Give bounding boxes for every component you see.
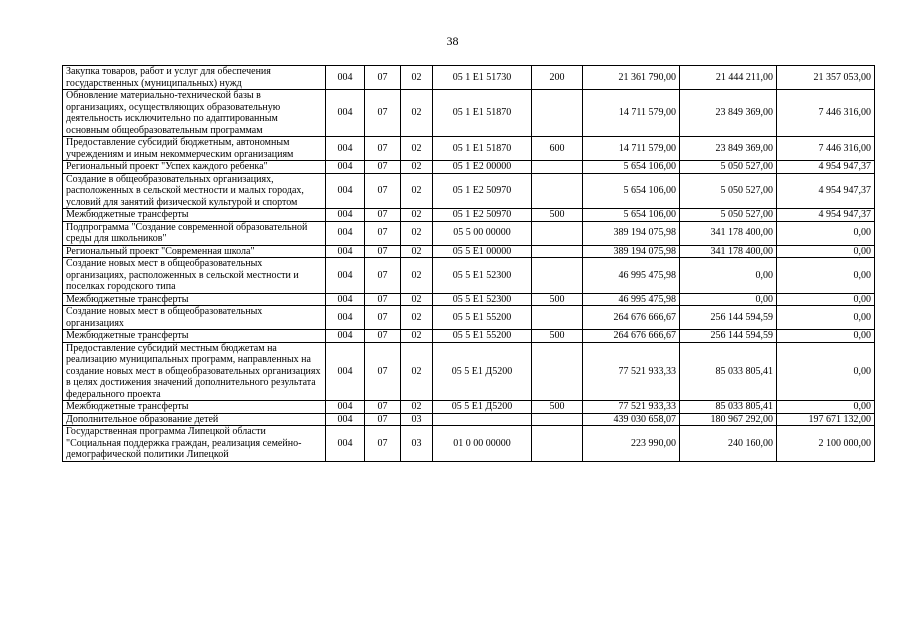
cell-target-article: 05 5 E1 55200 bbox=[433, 330, 532, 343]
page-number: 38 bbox=[446, 34, 459, 48]
table-row bbox=[63, 221, 875, 245]
cell-amount-year1: 46 995 475,98 bbox=[583, 293, 680, 306]
cell-section-code: 07 bbox=[365, 161, 401, 174]
cell-target-article: 05 5 E1 55200 bbox=[433, 306, 532, 330]
cell-expense-type bbox=[532, 258, 583, 294]
cell-amount-year3: 0,00 bbox=[777, 221, 875, 245]
cell-target-article: 05 5 E1 Д5200 bbox=[433, 342, 532, 401]
table-row bbox=[63, 245, 875, 258]
cell-target-article: 05 1 E1 51730 bbox=[433, 66, 532, 90]
cell-target-article: 05 1 E1 51870 bbox=[433, 137, 532, 161]
cell-expense-type: 500 bbox=[532, 209, 583, 222]
table-row bbox=[63, 258, 875, 294]
cell-amount-year3: 0,00 bbox=[777, 401, 875, 414]
cell-department-code: 004 bbox=[326, 258, 365, 294]
cell-amount-year1: 46 995 475,98 bbox=[583, 258, 680, 294]
cell-amount-year2: 85 033 805,41 bbox=[680, 401, 777, 414]
table-row bbox=[63, 413, 875, 426]
cell-section-code: 07 bbox=[365, 221, 401, 245]
cell-section-code: 07 bbox=[365, 426, 401, 462]
cell-amount-year1: 14 711 579,00 bbox=[583, 137, 680, 161]
cell-amount-year2: 256 144 594,59 bbox=[680, 306, 777, 330]
cell-amount-year2: 23 849 369,00 bbox=[680, 137, 777, 161]
cell-amount-year3: 0,00 bbox=[777, 342, 875, 401]
table-row bbox=[63, 293, 875, 306]
cell-amount-year2: 341 178 400,00 bbox=[680, 221, 777, 245]
cell-amount-year2: 85 033 805,41 bbox=[680, 342, 777, 401]
table-row bbox=[63, 66, 875, 90]
cell-subsection-code: 02 bbox=[401, 161, 433, 174]
cell-subsection-code: 02 bbox=[401, 306, 433, 330]
cell-name: Межбюджетные трансферты bbox=[63, 293, 326, 306]
cell-amount-year2: 240 160,00 bbox=[680, 426, 777, 462]
cell-section-code: 07 bbox=[365, 330, 401, 343]
cell-section-code: 07 bbox=[365, 413, 401, 426]
cell-amount-year3: 21 357 053,00 bbox=[777, 66, 875, 90]
cell-subsection-code: 02 bbox=[401, 330, 433, 343]
cell-amount-year3: 197 671 132,00 bbox=[777, 413, 875, 426]
cell-department-code: 004 bbox=[326, 293, 365, 306]
cell-amount-year2: 5 050 527,00 bbox=[680, 209, 777, 222]
cell-department-code: 004 bbox=[326, 330, 365, 343]
cell-subsection-code: 02 bbox=[401, 221, 433, 245]
cell-expense-type bbox=[532, 306, 583, 330]
cell-amount-year1: 5 654 106,00 bbox=[583, 173, 680, 209]
cell-amount-year2: 21 444 211,00 bbox=[680, 66, 777, 90]
cell-name: Подпрограмма "Создание современной образовательной среды для школьников" bbox=[63, 221, 326, 245]
cell-name: Создание в общеобразовательных организациях, расположенных в сельской местности и малых городах, условий для занятий физической культурой и спортом bbox=[63, 173, 326, 209]
cell-amount-year1: 14 711 579,00 bbox=[583, 90, 680, 137]
cell-name: Межбюджетные трансферты bbox=[63, 209, 326, 222]
table-row bbox=[63, 306, 875, 330]
cell-subsection-code: 02 bbox=[401, 258, 433, 294]
cell-amount-year1: 77 521 933,33 bbox=[583, 342, 680, 401]
cell-section-code: 07 bbox=[365, 293, 401, 306]
cell-amount-year2: 0,00 bbox=[680, 293, 777, 306]
cell-expense-type bbox=[532, 173, 583, 209]
cell-amount-year1: 21 361 790,00 bbox=[583, 66, 680, 90]
cell-amount-year2: 256 144 594,59 bbox=[680, 330, 777, 343]
cell-expense-type: 500 bbox=[532, 330, 583, 343]
cell-target-article: 05 1 E2 50970 bbox=[433, 173, 532, 209]
table-row bbox=[63, 209, 875, 222]
cell-amount-year2: 0,00 bbox=[680, 258, 777, 294]
budget-table bbox=[62, 65, 875, 462]
cell-section-code: 07 bbox=[365, 306, 401, 330]
cell-name: Создание новых мест в общеобразовательных организациях, расположенных в сельской местности и поселках городского типа bbox=[63, 258, 326, 294]
cell-department-code: 004 bbox=[326, 137, 365, 161]
cell-subsection-code: 02 bbox=[401, 66, 433, 90]
cell-amount-year3: 2 100 000,00 bbox=[777, 426, 875, 462]
table-row bbox=[63, 330, 875, 343]
cell-section-code: 07 bbox=[365, 90, 401, 137]
cell-target-article: 05 5 E1 00000 bbox=[433, 245, 532, 258]
cell-amount-year1: 223 990,00 bbox=[583, 426, 680, 462]
cell-name: Закупка товаров, работ и услуг для обеспечения государственных (муниципальных) нужд bbox=[63, 66, 326, 90]
cell-department-code: 004 bbox=[326, 245, 365, 258]
cell-subsection-code: 02 bbox=[401, 137, 433, 161]
cell-subsection-code: 02 bbox=[401, 401, 433, 414]
cell-expense-type: 600 bbox=[532, 137, 583, 161]
cell-amount-year3: 4 954 947,37 bbox=[777, 209, 875, 222]
cell-expense-type bbox=[532, 426, 583, 462]
cell-amount-year1: 439 030 658,07 bbox=[583, 413, 680, 426]
cell-expense-type bbox=[532, 245, 583, 258]
cell-amount-year2: 5 050 527,00 bbox=[680, 161, 777, 174]
cell-amount-year1: 389 194 075,98 bbox=[583, 221, 680, 245]
cell-department-code: 004 bbox=[326, 209, 365, 222]
cell-amount-year3: 4 954 947,37 bbox=[777, 173, 875, 209]
cell-amount-year1: 389 194 075,98 bbox=[583, 245, 680, 258]
table-row bbox=[63, 90, 875, 137]
cell-department-code: 004 bbox=[326, 221, 365, 245]
cell-target-article: 05 5 E1 Д5200 bbox=[433, 401, 532, 414]
cell-amount-year1: 5 654 106,00 bbox=[583, 209, 680, 222]
cell-amount-year3: 7 446 316,00 bbox=[777, 90, 875, 137]
cell-amount-year3: 0,00 bbox=[777, 306, 875, 330]
cell-subsection-code: 02 bbox=[401, 209, 433, 222]
cell-target-article: 05 5 E1 52300 bbox=[433, 258, 532, 294]
cell-department-code: 004 bbox=[326, 66, 365, 90]
cell-name: Предоставление субсидий местным бюджетам на реализацию муниципальных программ, направленных на создание новых мест в общеобразовательных организациях в целях достижения значений дополнительного результата федерального проекта bbox=[63, 342, 326, 401]
table-row bbox=[63, 342, 875, 401]
cell-section-code: 07 bbox=[365, 342, 401, 401]
table-row bbox=[63, 137, 875, 161]
table-body bbox=[63, 66, 875, 462]
cell-target-article bbox=[433, 413, 532, 426]
cell-section-code: 07 bbox=[365, 401, 401, 414]
cell-target-article: 01 0 00 00000 bbox=[433, 426, 532, 462]
cell-subsection-code: 02 bbox=[401, 90, 433, 137]
cell-amount-year3: 0,00 bbox=[777, 245, 875, 258]
cell-department-code: 004 bbox=[326, 413, 365, 426]
cell-target-article: 05 5 E1 52300 bbox=[433, 293, 532, 306]
cell-section-code: 07 bbox=[365, 209, 401, 222]
cell-amount-year2: 180 967 292,00 bbox=[680, 413, 777, 426]
table-row bbox=[63, 426, 875, 462]
cell-name: Предоставление субсидий бюджетным, автономным учреждениям и иным некоммерческим организациям bbox=[63, 137, 326, 161]
cell-department-code: 004 bbox=[326, 426, 365, 462]
cell-target-article: 05 1 E1 51870 bbox=[433, 90, 532, 137]
cell-name: Обновление материально-технической базы в организациях, осуществляющих образовательную деятельность исключительно по адаптированным основным общеобразовательным программам bbox=[63, 90, 326, 137]
cell-subsection-code: 02 bbox=[401, 173, 433, 209]
cell-subsection-code: 03 bbox=[401, 413, 433, 426]
cell-expense-type: 500 bbox=[532, 293, 583, 306]
cell-department-code: 004 bbox=[326, 173, 365, 209]
cell-name: Государственная программа Липецкой области "Социальная поддержка граждан, реализация семейно-демографической политики Липецкой bbox=[63, 426, 326, 462]
cell-amount-year2: 341 178 400,00 bbox=[680, 245, 777, 258]
cell-amount-year3: 0,00 bbox=[777, 330, 875, 343]
cell-amount-year2: 23 849 369,00 bbox=[680, 90, 777, 137]
cell-name: Межбюджетные трансферты bbox=[63, 330, 326, 343]
cell-subsection-code: 02 bbox=[401, 342, 433, 401]
table-row bbox=[63, 173, 875, 209]
table-row bbox=[63, 161, 875, 174]
cell-target-article: 05 1 E2 50970 bbox=[433, 209, 532, 222]
cell-expense-type bbox=[532, 342, 583, 401]
cell-expense-type bbox=[532, 221, 583, 245]
cell-amount-year2: 5 050 527,00 bbox=[680, 173, 777, 209]
cell-name: Региональный проект "Успех каждого ребенка" bbox=[63, 161, 326, 174]
cell-amount-year1: 264 676 666,67 bbox=[583, 330, 680, 343]
cell-name: Региональный проект "Современная школа" bbox=[63, 245, 326, 258]
cell-amount-year3: 0,00 bbox=[777, 293, 875, 306]
cell-amount-year3: 4 954 947,37 bbox=[777, 161, 875, 174]
cell-name: Создание новых мест в общеобразовательных организациях bbox=[63, 306, 326, 330]
table-row bbox=[63, 401, 875, 414]
cell-target-article: 05 1 E2 00000 bbox=[433, 161, 532, 174]
cell-expense-type: 200 bbox=[532, 66, 583, 90]
cell-amount-year3: 0,00 bbox=[777, 258, 875, 294]
cell-department-code: 004 bbox=[326, 342, 365, 401]
cell-department-code: 004 bbox=[326, 161, 365, 174]
cell-section-code: 07 bbox=[365, 137, 401, 161]
cell-expense-type bbox=[532, 90, 583, 137]
cell-department-code: 004 bbox=[326, 306, 365, 330]
cell-section-code: 07 bbox=[365, 245, 401, 258]
cell-department-code: 004 bbox=[326, 401, 365, 414]
cell-amount-year1: 77 521 933,33 bbox=[583, 401, 680, 414]
cell-subsection-code: 02 bbox=[401, 293, 433, 306]
cell-name: Дополнительное образование детей bbox=[63, 413, 326, 426]
cell-section-code: 07 bbox=[365, 173, 401, 209]
cell-section-code: 07 bbox=[365, 258, 401, 294]
cell-subsection-code: 02 bbox=[401, 245, 433, 258]
cell-amount-year1: 5 654 106,00 bbox=[583, 161, 680, 174]
cell-expense-type bbox=[532, 413, 583, 426]
cell-name: Межбюджетные трансферты bbox=[63, 401, 326, 414]
cell-amount-year1: 264 676 666,67 bbox=[583, 306, 680, 330]
cell-subsection-code: 03 bbox=[401, 426, 433, 462]
cell-department-code: 004 bbox=[326, 90, 365, 137]
cell-expense-type bbox=[532, 161, 583, 174]
cell-amount-year3: 7 446 316,00 bbox=[777, 137, 875, 161]
cell-expense-type: 500 bbox=[532, 401, 583, 414]
cell-target-article: 05 5 00 00000 bbox=[433, 221, 532, 245]
cell-section-code: 07 bbox=[365, 66, 401, 90]
